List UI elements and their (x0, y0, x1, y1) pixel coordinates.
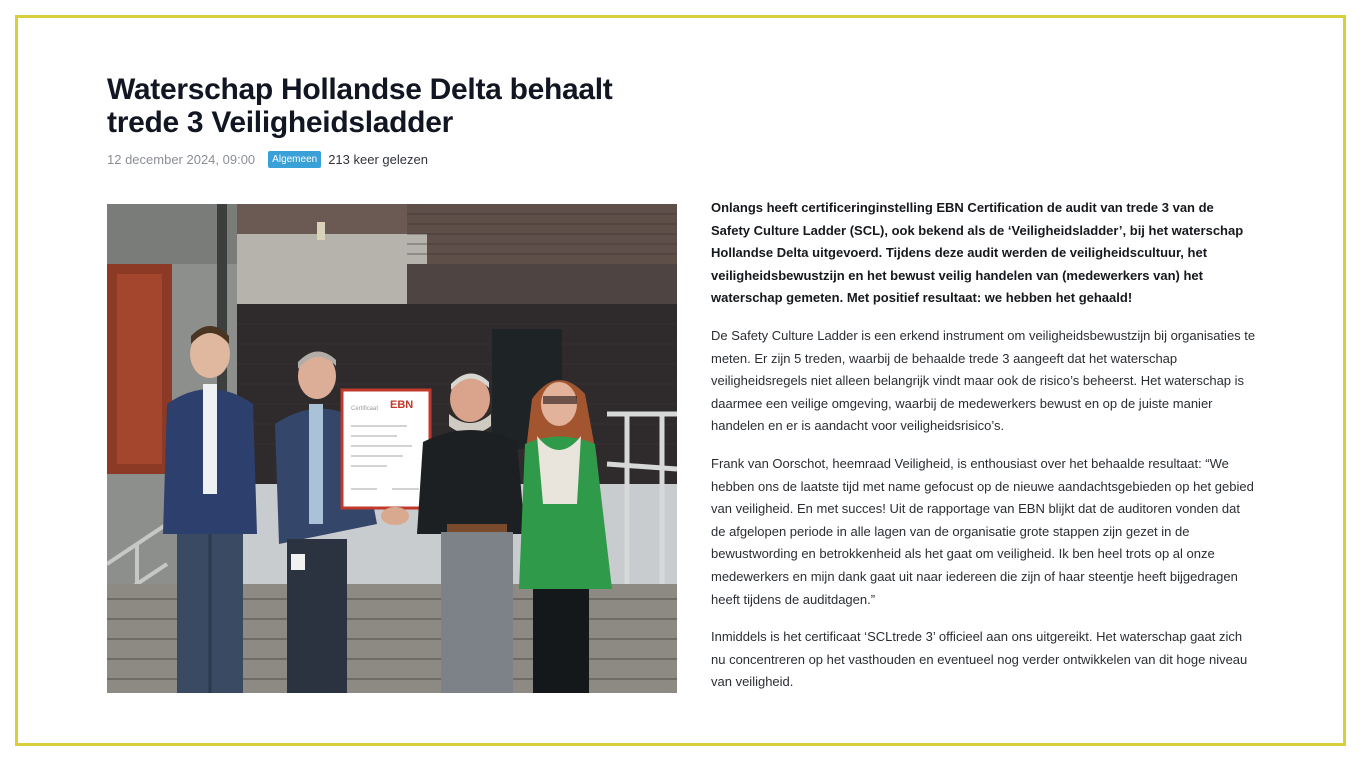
article-lead: Onlangs heeft certificeringinstelling EBN Certification de audit van trede 3 van de Safety Culture Ladder (SCL), ook bekend als de ‘Veiligheidsladder’, bij het waterschap Hollandse Delta uitgevoerd. Tijdens deze audit werden de veiligheidscultuur, het veiligheidsbewustzijn en het bewust veilig handelen van (medewerkers van) het waterschap gemeten. Met positief resultaat: we hebben het gehaald! (711, 200, 1244, 306)
certificate (342, 390, 430, 508)
publish-date: 12 december 2024, 09:00 (107, 151, 256, 167)
category-badge[interactable]: Algemeen (268, 151, 321, 168)
certificate-heading: Certificaat (351, 406, 379, 412)
article-photo (107, 204, 677, 693)
article-title: Waterschap Hollandse Delta behaalt trede 3 Veiligheidsladder (107, 73, 613, 139)
article-paragraph: Inmiddels is het certificaat ‘SCLtrede 3’ officieel aan ons uitgereikt. Het waterschap gaat zich nu concentreren op het vasthouden en eventueel nog verder ontwikkelen van dit hoge niveau van veiligheid. (711, 629, 1248, 690)
view-count: 213 keer gelezen (328, 151, 428, 167)
certificate-brand: EBN (390, 399, 414, 411)
article-body (711, 197, 1256, 709)
article-meta (107, 149, 428, 169)
article-paragraph: De Safety Culture Ladder is een erkend instrument om veiligheidsbewustzijn bij organisaties te meten. Er zijn 5 treden, waarbij de behaalde trede 3 aangeeft dat het waterschap veiligheidsregels niet alleen belangrijk vindt maar ook de risico’s beheerst. Het waterschap is daarmee een veilige omgeving, waarbij de medewerkers bewust en op de juiste manier handelen en er is aandacht voor veiligheidsrisico’s. (711, 327, 1256, 434)
article-paragraph: Frank van Oorschot, heemraad Veiligheid, is enthousiast over het behaalde resultaat: “We hebben ons de laatste tijd met name gefocust op de nieuwe aandachtsgebieden op het gebied van veiligheid. En met succes! Uit de rapportage van EBN blijkt dat de auditoren vonden dat de afgelopen periode in alle lagen van de organisatie grote stappen zijn gezet in de bewustwording en betrokkenheid als het gaat om veiligheid. Ik ben heel trots op al onze medewerkers en mijn dank gaat uit naar iedereen die zijn of haar steentje heeft bijgedragen heeft tijdens de auditdagen.” (711, 455, 1254, 607)
